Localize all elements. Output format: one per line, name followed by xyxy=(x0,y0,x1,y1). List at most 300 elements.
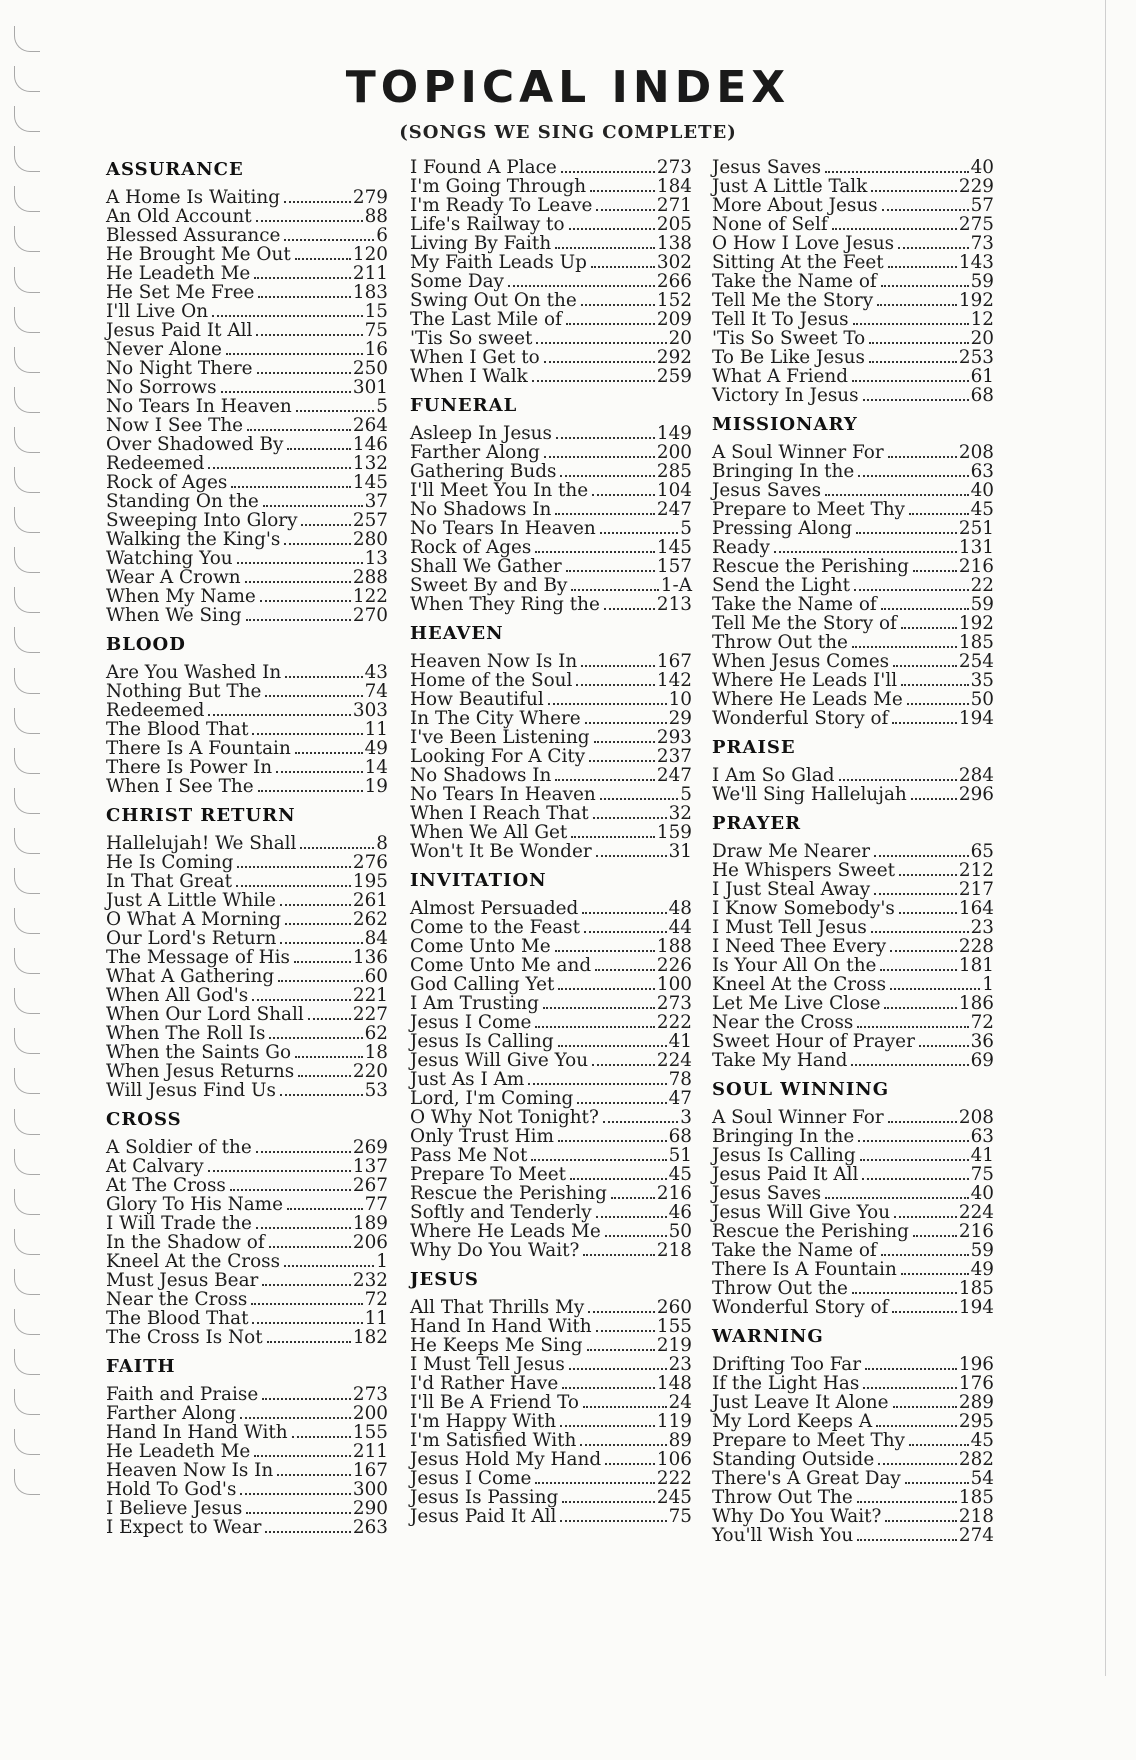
binding-ring xyxy=(14,1429,40,1455)
dot-leader xyxy=(892,1311,957,1313)
index-entry xyxy=(106,1233,388,1252)
page-number: 167 xyxy=(352,1460,388,1481)
page-number: 137 xyxy=(352,1156,388,1177)
page-number: 11 xyxy=(364,1308,388,1329)
page-number: 3 xyxy=(680,1107,692,1128)
dot-leader xyxy=(543,1007,655,1009)
song-title: Jesus Saves xyxy=(712,157,822,178)
page-number: 106 xyxy=(656,1449,692,1470)
song-title: I'm Satisfied With xyxy=(410,1430,577,1451)
page-number: 88 xyxy=(364,206,388,227)
index-entry xyxy=(410,1336,692,1355)
dot-leader xyxy=(862,1178,968,1180)
song-title: Tell Me the Story of xyxy=(712,613,897,634)
section-heading: CROSS xyxy=(106,1109,182,1130)
page-number: 295 xyxy=(958,1411,994,1432)
page-number: 142 xyxy=(656,670,692,691)
dot-leader xyxy=(245,581,351,583)
song-title: Hand In Hand With xyxy=(106,1422,288,1443)
section-heading: SOUL WINNING xyxy=(712,1079,890,1100)
binding-ring xyxy=(14,427,40,453)
page-number: 100 xyxy=(656,974,692,995)
index-column-1 xyxy=(106,158,388,1545)
dot-leader xyxy=(508,285,655,287)
index-entry xyxy=(106,549,388,568)
index-section xyxy=(106,633,388,796)
page-number: 280 xyxy=(352,529,388,550)
dot-leader xyxy=(532,380,655,382)
binding-ring xyxy=(14,988,40,1014)
song-title: Walking the King's xyxy=(106,529,281,550)
song-title: Just Leave It Alone xyxy=(712,1392,889,1413)
song-title: Jesus Saves xyxy=(712,1183,822,1204)
index-entry xyxy=(106,1290,388,1309)
section-heading: FUNERAL xyxy=(410,395,518,416)
song-title: Throw Out the xyxy=(712,632,848,653)
index-entry xyxy=(106,264,388,283)
index-section xyxy=(712,158,994,405)
index-entry xyxy=(106,435,388,454)
song-title: We'll Sing Hallelujah xyxy=(712,784,907,805)
dot-leader xyxy=(893,1406,957,1408)
page-number: 257 xyxy=(352,510,388,531)
song-title: Kneel At the Cross xyxy=(106,1251,281,1272)
index-entry xyxy=(410,348,692,367)
index-entry xyxy=(410,158,692,177)
index-section xyxy=(106,158,388,625)
dot-leader xyxy=(258,296,351,298)
dot-leader xyxy=(308,1018,351,1020)
dot-leader xyxy=(899,912,957,914)
index-entry xyxy=(712,538,994,557)
dot-leader xyxy=(262,1398,351,1400)
dot-leader xyxy=(857,1026,968,1028)
dot-leader xyxy=(877,304,957,306)
index-entry xyxy=(410,1298,692,1317)
index-entry xyxy=(712,1051,994,1070)
song-title: He Is Coming xyxy=(106,852,234,873)
index-entry xyxy=(410,766,692,785)
page-number: 227 xyxy=(352,1004,388,1025)
dot-leader xyxy=(295,752,363,754)
index-entry xyxy=(106,1081,388,1100)
song-title: When The Roll Is xyxy=(106,1023,266,1044)
dot-leader xyxy=(566,323,655,325)
song-title: Our Lord's Return xyxy=(106,928,277,949)
index-entry xyxy=(712,633,994,652)
page-number: 200 xyxy=(352,1403,388,1424)
song-title: I Must Tell Jesus xyxy=(712,917,867,938)
page-number: 68 xyxy=(668,1126,692,1147)
page-number: 53 xyxy=(364,1080,388,1101)
dot-leader xyxy=(885,1520,957,1522)
index-entry xyxy=(410,291,692,310)
page-number: 208 xyxy=(958,1107,994,1128)
binding-ring xyxy=(14,587,40,613)
page-number: 274 xyxy=(958,1525,994,1546)
index-entry xyxy=(712,215,994,234)
song-title: There Is A Fountain xyxy=(712,1259,897,1280)
page-number: 89 xyxy=(668,1430,692,1451)
page-number: 48 xyxy=(668,898,692,919)
song-title: Victory In Jesus xyxy=(712,385,859,406)
page-number: 77 xyxy=(364,1194,388,1215)
index-entry xyxy=(712,1507,994,1526)
page-number: 296 xyxy=(958,784,994,805)
index-section xyxy=(712,812,994,1070)
page-number: 37 xyxy=(364,491,388,512)
song-title: A Soul Winner For xyxy=(712,442,884,463)
dot-leader xyxy=(208,714,351,716)
dot-leader xyxy=(899,874,957,876)
page-number: 176 xyxy=(958,1373,994,1394)
index-entry xyxy=(106,207,388,226)
index-entry xyxy=(410,1469,692,1488)
song-title: He Leadeth Me xyxy=(106,263,251,284)
binding-ring xyxy=(14,708,40,734)
dot-leader xyxy=(600,798,679,800)
song-title: Jesus I Come xyxy=(410,1468,532,1489)
dot-leader xyxy=(604,608,655,610)
song-title: Bringing In the xyxy=(712,461,855,482)
page-number: 196 xyxy=(958,1354,994,1375)
dot-leader xyxy=(277,1474,351,1476)
index-entry xyxy=(712,234,994,253)
page-number: 44 xyxy=(668,917,692,938)
page-number: 224 xyxy=(958,1202,994,1223)
page-number: 245 xyxy=(656,1487,692,1508)
dot-leader xyxy=(605,1463,655,1465)
page-number: 205 xyxy=(656,214,692,235)
binding-ring xyxy=(14,1028,40,1054)
dot-leader xyxy=(881,1254,969,1256)
song-title: I'm Going Through xyxy=(410,176,587,197)
page-number: 293 xyxy=(656,727,692,748)
index-section xyxy=(712,1325,994,1545)
song-title: Pressing Along xyxy=(712,518,853,539)
dot-leader xyxy=(278,980,362,982)
index-entry xyxy=(106,758,388,777)
index-entry xyxy=(712,1146,994,1165)
song-title: I Am Trusting xyxy=(410,993,539,1014)
index-entry xyxy=(410,1374,692,1393)
index-entry xyxy=(410,1393,692,1412)
page-number: 45 xyxy=(970,1430,994,1451)
song-title: When Jesus Comes xyxy=(712,651,890,672)
index-entry xyxy=(410,1070,692,1089)
song-title: At The Cross xyxy=(106,1175,226,1196)
binding-ring xyxy=(14,1149,40,1175)
dot-leader xyxy=(603,1121,678,1123)
page-number: 1 xyxy=(376,1251,388,1272)
song-title: Rock of Ages xyxy=(106,472,228,493)
index-entry xyxy=(712,1241,994,1260)
page-number: 254 xyxy=(958,651,994,672)
index-entry xyxy=(106,454,388,473)
dot-leader xyxy=(246,1512,351,1514)
dot-leader xyxy=(566,570,655,572)
dot-leader xyxy=(258,790,363,792)
dot-leader xyxy=(237,562,363,564)
binding-ring xyxy=(14,1349,40,1375)
dot-leader xyxy=(858,1140,968,1142)
page-number: 247 xyxy=(656,765,692,786)
index-entry xyxy=(410,329,692,348)
dot-leader xyxy=(913,570,957,572)
dot-leader xyxy=(262,1284,351,1286)
song-title: When I Reach That xyxy=(410,803,589,824)
dot-leader xyxy=(267,1341,351,1343)
page-number: 222 xyxy=(656,1012,692,1033)
page-number: 226 xyxy=(656,955,692,976)
index-entry xyxy=(106,1442,388,1461)
song-title: Watching You xyxy=(106,548,233,569)
dot-leader xyxy=(600,532,679,534)
index-entry xyxy=(712,367,994,386)
song-title: I've Been Listening xyxy=(410,727,590,748)
page-number: 218 xyxy=(958,1506,994,1527)
binding-ring xyxy=(14,1469,40,1495)
index-entry xyxy=(410,671,692,690)
dot-leader xyxy=(881,608,969,610)
index-entry xyxy=(106,948,388,967)
song-title: Wear A Crown xyxy=(106,567,241,588)
dot-leader xyxy=(585,722,667,724)
song-title: Rescue the Perishing xyxy=(410,1183,607,1204)
index-entry xyxy=(106,397,388,416)
binding-ring xyxy=(14,1068,40,1094)
page-number: 284 xyxy=(958,765,994,786)
section-heading: JESUS xyxy=(410,1269,479,1290)
index-entry xyxy=(712,614,994,633)
section-heading: MISSIONARY xyxy=(712,414,858,435)
index-entry xyxy=(410,557,692,576)
page-number: 45 xyxy=(668,1164,692,1185)
page-number: 104 xyxy=(656,480,692,501)
index-entry xyxy=(410,823,692,842)
song-title: If the Light Has xyxy=(712,1373,860,1394)
index-entry xyxy=(410,1241,692,1260)
page-number: 288 xyxy=(352,567,388,588)
dot-leader xyxy=(869,342,968,344)
binding-ring xyxy=(14,948,40,974)
song-title: I'll Meet You In the xyxy=(410,480,589,501)
dot-leader xyxy=(247,429,351,431)
song-title: I'm Ready To Leave xyxy=(410,195,593,216)
dot-leader xyxy=(295,258,351,260)
dot-leader xyxy=(880,969,956,971)
song-title: Redeemed xyxy=(106,453,205,474)
page-number: 164 xyxy=(958,898,994,919)
page-number: 251 xyxy=(958,518,994,539)
dot-leader xyxy=(254,277,351,279)
page-number: 145 xyxy=(352,472,388,493)
dot-leader xyxy=(562,1387,655,1389)
page-number: 15 xyxy=(364,301,388,322)
song-title: He Keeps Me Sing xyxy=(410,1335,583,1356)
dot-leader xyxy=(256,220,363,222)
binding-ring xyxy=(14,347,40,373)
dot-leader xyxy=(909,1444,969,1446)
dot-leader xyxy=(535,551,655,553)
dot-leader xyxy=(237,866,350,868)
page-number: 69 xyxy=(970,1050,994,1071)
dot-leader xyxy=(280,942,362,944)
dot-leader xyxy=(558,988,655,990)
index-entry xyxy=(712,1431,994,1450)
page-number: 16 xyxy=(364,339,388,360)
index-entry xyxy=(410,728,692,747)
song-title: Sweet Hour of Prayer xyxy=(712,1031,915,1052)
song-title: He Set Me Free xyxy=(106,282,255,303)
binding-ring xyxy=(14,1189,40,1215)
page-number: 75 xyxy=(668,1506,692,1527)
song-title: Nothing But The xyxy=(106,681,262,702)
page-edge xyxy=(1105,0,1106,1676)
song-title: Sitting At the Feet xyxy=(712,252,884,273)
song-title: Take the Name of xyxy=(712,271,877,292)
index-entry xyxy=(106,1005,388,1024)
index-entry xyxy=(410,956,692,975)
song-title: The Blood That xyxy=(106,1308,249,1329)
page-number: 273 xyxy=(352,1384,388,1405)
page-number: 31 xyxy=(668,841,692,862)
dot-leader xyxy=(284,543,351,545)
index-section xyxy=(410,1268,692,1526)
dot-leader xyxy=(562,1501,655,1503)
binding-ring xyxy=(14,908,40,934)
index-section xyxy=(106,804,388,1100)
page-number: 1 xyxy=(982,974,994,995)
index-entry xyxy=(106,1328,388,1347)
song-title: Just As I Am xyxy=(410,1069,525,1090)
index-entry xyxy=(712,348,994,367)
index-entry xyxy=(712,1526,994,1545)
index-entry xyxy=(712,1412,994,1431)
index-entry xyxy=(712,576,994,595)
dot-leader xyxy=(884,1007,956,1009)
song-title: Let Me Live Close xyxy=(712,993,881,1014)
section-heading: ASSURANCE xyxy=(106,159,244,180)
index-entry xyxy=(410,595,692,614)
index-entry xyxy=(712,671,994,690)
song-title: Take My Hand xyxy=(712,1050,848,1071)
song-title: Jesus Will Give You xyxy=(410,1050,589,1071)
index-column-2 xyxy=(410,158,692,1534)
index-entry xyxy=(106,359,388,378)
song-title: Why Do You Wait? xyxy=(410,1240,580,1261)
page-number: 194 xyxy=(958,708,994,729)
dot-leader xyxy=(901,627,957,629)
song-title: What A Friend xyxy=(712,366,849,387)
dot-leader xyxy=(536,342,666,344)
page-number: 209 xyxy=(656,309,692,330)
index-entry xyxy=(106,777,388,796)
page-number: 262 xyxy=(352,909,388,930)
song-title: Almost Persuaded xyxy=(410,898,579,919)
index-entry xyxy=(712,386,994,405)
dot-leader xyxy=(251,1303,362,1305)
index-entry xyxy=(410,253,692,272)
dot-leader xyxy=(560,1520,666,1522)
page-number: 59 xyxy=(970,1240,994,1261)
song-title: Near the Cross xyxy=(106,1289,248,1310)
dot-leader xyxy=(260,600,351,602)
index-entry xyxy=(410,1146,692,1165)
dot-leader xyxy=(287,1208,363,1210)
page-number: 149 xyxy=(656,423,692,444)
page-number: 23 xyxy=(668,1354,692,1375)
dot-leader xyxy=(298,1075,351,1077)
dot-leader xyxy=(584,931,667,933)
index-entry xyxy=(106,853,388,872)
index-entry xyxy=(712,272,994,291)
binding-ring xyxy=(14,828,40,854)
song-title: No Sorrows xyxy=(106,377,217,398)
index-entry xyxy=(712,1165,994,1184)
index-entry xyxy=(410,462,692,481)
song-title: Prepare to Meet Thy xyxy=(712,1430,905,1451)
page-number: 188 xyxy=(656,936,692,957)
page-number: 11 xyxy=(364,719,388,740)
song-title: None of Self xyxy=(712,214,828,235)
dot-leader xyxy=(596,1330,655,1332)
index-entry xyxy=(106,1157,388,1176)
song-title: Swing Out On the xyxy=(410,290,577,311)
binding-ring xyxy=(14,1109,40,1135)
index-entry xyxy=(410,1450,692,1469)
index-entry xyxy=(712,937,994,956)
index-entry xyxy=(106,663,388,682)
dot-leader xyxy=(863,1387,957,1389)
index-entry xyxy=(106,340,388,359)
dot-leader xyxy=(852,646,957,648)
index-entry xyxy=(106,1252,388,1271)
song-title: How Beautiful xyxy=(410,689,544,710)
page-number: 261 xyxy=(352,890,388,911)
page-number: 267 xyxy=(352,1175,388,1196)
page-number: 19 xyxy=(364,776,388,797)
dot-leader xyxy=(919,1045,969,1047)
dot-leader xyxy=(256,334,362,336)
song-title: In That Great xyxy=(106,871,232,892)
index-entry xyxy=(712,652,994,671)
index-entry xyxy=(410,234,692,253)
page-number: 285 xyxy=(656,461,692,482)
index-entry xyxy=(106,1138,388,1157)
page-number: 75 xyxy=(364,320,388,341)
page-number: 47 xyxy=(668,1088,692,1109)
dot-leader xyxy=(595,969,655,971)
index-entry xyxy=(712,1279,994,1298)
song-title: Come to the Feast xyxy=(410,917,581,938)
section-heading: PRAISE xyxy=(712,737,796,758)
dot-leader xyxy=(881,285,969,287)
page-number: 40 xyxy=(970,157,994,178)
song-title: Are You Washed In xyxy=(106,662,282,683)
index-entry xyxy=(712,1203,994,1222)
dot-leader xyxy=(890,950,957,952)
index-entry xyxy=(106,378,388,397)
binding-ring xyxy=(14,627,40,653)
song-title: Sweeping Into Glory xyxy=(106,510,298,531)
song-title: Draw Me Nearer xyxy=(712,841,871,862)
dot-leader xyxy=(246,619,351,621)
dot-leader xyxy=(901,1273,969,1275)
index-entry xyxy=(106,910,388,929)
dot-leader xyxy=(852,1292,957,1294)
binding-ring xyxy=(14,507,40,533)
